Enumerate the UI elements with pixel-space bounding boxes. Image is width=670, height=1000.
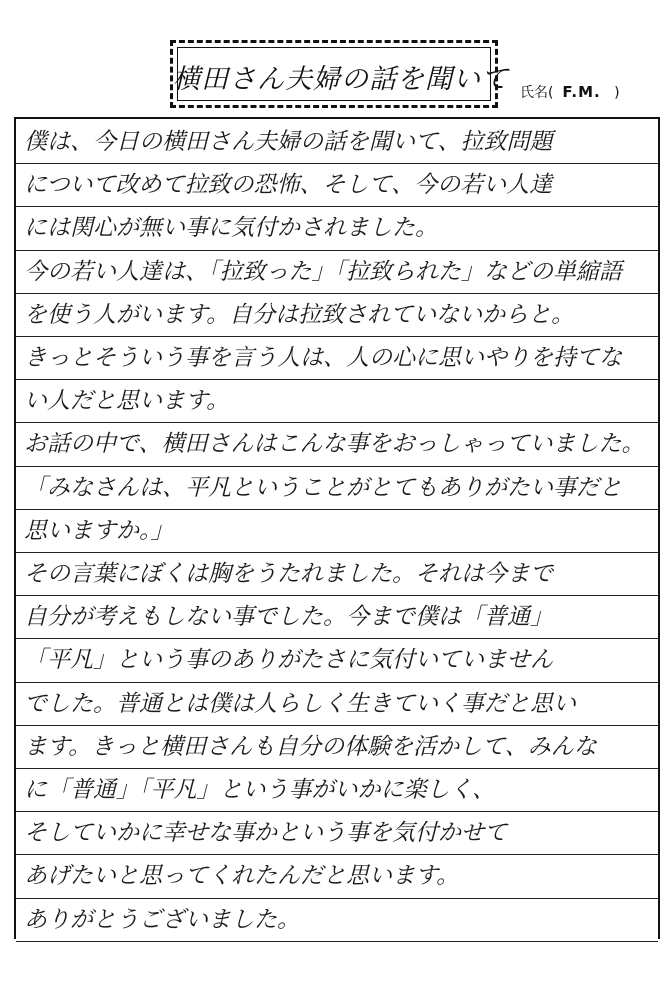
ruled-line bbox=[16, 206, 658, 207]
essay-line: 「平凡」という事のありがたさに気付いていません bbox=[24, 647, 553, 674]
ruled-line bbox=[16, 854, 658, 855]
essay-line: を使う人がいます。自分は拉致されていないからと。 bbox=[24, 301, 575, 328]
ruled-line bbox=[16, 638, 658, 639]
essay-line: 自分が考えもしない事でした。今まで僕は「普通」 bbox=[24, 604, 553, 631]
essay-line: その言葉にぼくは胸をうたれました。それは今まで bbox=[24, 561, 553, 587]
essay-line: ありがとうございました。 bbox=[24, 906, 300, 933]
essay-line: お話の中で、横田さんはこんな事をおっしゃっていました。 bbox=[24, 431, 645, 458]
essay-line: あげたいと思ってくれたんだと思います。 bbox=[24, 863, 460, 890]
ruled-line bbox=[16, 379, 658, 380]
ruled-line bbox=[16, 595, 658, 596]
ruled-line bbox=[16, 552, 658, 553]
ruled-line bbox=[16, 422, 658, 423]
essay-line: 思いますか。」 bbox=[24, 517, 174, 544]
ruled-line bbox=[16, 163, 658, 164]
ruled-line bbox=[16, 941, 658, 942]
writing-area bbox=[14, 117, 660, 939]
essay-line: い人だと思います。 bbox=[24, 388, 230, 415]
essay-line: そしていかに幸せな事かという事を気付かせて bbox=[24, 820, 507, 847]
name-value: F.M. bbox=[562, 83, 601, 101]
essay-line: に「普通」「平凡」という事がいかに楽しく、 bbox=[24, 777, 496, 803]
name-close: ) bbox=[614, 85, 620, 101]
ruled-line bbox=[16, 509, 658, 510]
ruled-line bbox=[16, 725, 658, 726]
essay-title: 横田さん夫婦の話を聞いて bbox=[173, 64, 509, 95]
ruled-line bbox=[16, 768, 658, 769]
essay-line: ます。きっと横田さんも自分の体験を活かして、みんな bbox=[24, 733, 597, 760]
name-field bbox=[520, 82, 620, 102]
ruled-line bbox=[16, 682, 658, 683]
essay-line: 今の若い人達は、「拉致った」「拉致られた」などの単縮語 bbox=[24, 258, 622, 285]
ruled-line bbox=[16, 811, 658, 812]
ruled-line bbox=[16, 293, 658, 294]
essay-line: でした。普通とは僕は人らしく生きていく事だと思い bbox=[24, 690, 576, 717]
essay-line: きっとそういう事を言う人は、人の心に思いやりを持てな bbox=[24, 345, 622, 371]
title-box bbox=[170, 40, 509, 108]
ruled-line bbox=[16, 250, 658, 251]
ruled-line bbox=[16, 898, 658, 899]
ruled-line bbox=[16, 336, 658, 337]
essay-line: について改めて拉致の恐怖、そして、今の若い人達 bbox=[24, 172, 553, 199]
ruled-line bbox=[16, 466, 658, 467]
name-label: 氏名( bbox=[520, 85, 554, 101]
essay-line: 僕は、今日の横田さん夫婦の話を聞いて、拉致問題 bbox=[24, 129, 553, 155]
essay-line: 「みなさんは、平凡ということがとてもありがたい事だと bbox=[24, 474, 622, 501]
essay-line: には関心が無い事に気付かされました。 bbox=[24, 215, 438, 242]
